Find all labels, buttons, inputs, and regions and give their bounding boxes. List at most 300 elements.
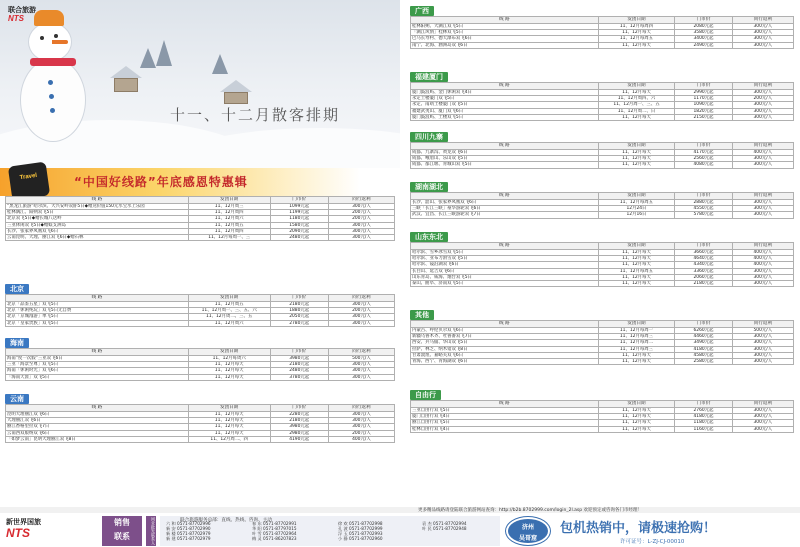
hunan-table (410, 192, 794, 219)
price-cell: 4580元起 (675, 352, 732, 358)
column-header: 发团日期 (188, 405, 270, 412)
date-cell: 11、12月周二、四 (188, 436, 270, 442)
price-cell: 2490元起 (675, 42, 732, 48)
contact-entry: 徐 欢 0571-87702998 (338, 521, 383, 526)
price-cell: 3360元起 (675, 268, 732, 274)
route-cell: 丽江自由行双飞5日 (411, 420, 599, 426)
date-cell: 11、12月每天 (188, 374, 270, 380)
route-cell: 甘肃敦煌、嘉峪关双飞6日 (411, 352, 599, 358)
date-cell: 11、12月每天 (598, 262, 675, 268)
sales-contact-label (102, 516, 142, 546)
date-cell: 11、12月每天 (598, 414, 675, 420)
route-cell: 西安、兵马俑、华山双飞5日 (411, 340, 599, 346)
price-cell: 4170元起 (675, 150, 732, 156)
column-header: 门市价 (270, 349, 328, 356)
rebate-cell: 300元/人 (328, 228, 394, 234)
route-cell: 丽江香格里拉双飞7日 (6, 424, 189, 430)
route-cell: 哈尔滨、镜泊湖双飞6日 (411, 262, 599, 268)
route-cell: 内蒙古、呼伦贝尔双飞6日 (411, 328, 599, 334)
price-cell: 3660元起 (675, 250, 732, 256)
date-cell: 11、12月每天 (598, 359, 675, 365)
table-row (6, 320, 395, 326)
rebate-cell: 200元/人 (328, 308, 394, 314)
date-cell: 11、12月每天 (598, 420, 675, 426)
price-cell: 1580元起 (270, 222, 328, 228)
column-header: 线 路 (6, 197, 189, 204)
rebate-cell: 400元/人 (732, 150, 793, 156)
house-roof-icon (220, 80, 252, 92)
price-cell: 1199元起 (270, 210, 328, 216)
price-cell: 2180元起 (270, 362, 328, 368)
price-cell: 2150元起 (675, 114, 732, 120)
route-cell: 哈尔滨、亚布力滑雪双飞5日 (411, 256, 599, 262)
rebate-cell: 300元/人 (732, 346, 793, 352)
date-cell: 11、12月每天 (598, 42, 675, 48)
price-cell: 3490元起 (675, 340, 732, 346)
price-cell: 1180元起 (675, 420, 732, 426)
column-header: 线 路 (411, 243, 599, 250)
date-cell: 11、12月周四 (188, 228, 270, 234)
rebate-cell: 300元/人 (732, 114, 793, 120)
route-cell: 「海南天涯」双飞5日 (6, 374, 189, 380)
column-header: 门市价 (675, 321, 732, 328)
column-header: 同行返利 (328, 405, 394, 412)
date-cell: 11、12月每天 (598, 408, 675, 414)
price-cell: 2180元起 (675, 281, 732, 287)
price-cell: 3980元起 (270, 424, 328, 430)
tree-icon (156, 40, 172, 66)
date-cell: 11、12月周三 (188, 204, 270, 210)
promo-title: “中国好线路”年底感恩特惠辑 (74, 175, 248, 189)
price-cell: 2060元起 (675, 274, 732, 280)
route-cell: 昆明大理丽江双飞6日 (6, 412, 189, 418)
section-label-beijing: 北京 (5, 284, 29, 294)
route-cell: 「漓江风情」桂林双飞5日 (411, 30, 599, 36)
license-number: 许可证号：L-ZJ-CJ-00010 (620, 539, 685, 545)
route-cell: 三亚自由行双飞5日 (411, 408, 599, 414)
section-label-others: 其他 (410, 310, 434, 320)
column-header: 门市价 (675, 143, 732, 150)
contacts-col-3 (338, 522, 383, 542)
logo-en-text: NTS (8, 14, 24, 23)
table-header-row (411, 401, 794, 408)
table-header-row (6, 349, 395, 356)
column-header: 同行返利 (732, 143, 793, 150)
date-cell: 11、12月每天 (598, 281, 675, 287)
left-panel (0, 0, 400, 507)
contact-entry: 浮 玉 0571-87702993 (338, 530, 383, 536)
price-cell: 2780元起 (270, 320, 328, 326)
column-header: 门市价 (675, 243, 732, 250)
beijing-table (5, 294, 395, 327)
date-cell: 11、12月每天 (598, 30, 675, 36)
column-header: 发团日期 (598, 17, 675, 24)
table-header-row (411, 243, 794, 250)
others-table (410, 320, 794, 365)
date-cell: 11、12月周六 (188, 216, 270, 222)
route-cell: 长沙、韶山、张家界凤凰双飞6日 (411, 200, 599, 206)
route-cell: 成都、都江堰、青城山双飞5日 (411, 162, 599, 168)
price-cell: 3400元起 (675, 36, 732, 42)
price-cell: 1880元起 (270, 308, 328, 314)
date-cell: 11、12月每天 (598, 250, 675, 256)
price-cell: 2980元起 (270, 430, 328, 436)
section-label-sichuan: 四川九寨 (410, 132, 448, 142)
contact-entry: 袁 杰 0571-87702994 (422, 521, 467, 526)
route-cell: 大理丽江双飞6日 (6, 418, 189, 424)
contacts-heading: 联合旅游服务总部：直线、热线、咨询、主动 (180, 518, 272, 523)
date-cell: 11、12月每天 (598, 150, 675, 156)
contact-entry: 华 阳 0571-87797015 (252, 525, 297, 531)
route-cell: 长白山、延吉双飞6日 (411, 268, 599, 274)
date-cell: 11、12月周五 (188, 302, 270, 308)
price-cell: 2180元起 (270, 418, 328, 424)
rebate-cell: 300元/人 (732, 420, 793, 426)
rebate-cell: 300元/人 (732, 42, 793, 48)
rebate-cell: 300元/人 (328, 412, 394, 418)
rebate-cell: 500元/人 (732, 328, 793, 334)
rebate-cell: 300元/人 (732, 408, 793, 414)
price-cell: 2480元起 (270, 368, 328, 374)
date-cell: 11、12月每天 (188, 424, 270, 430)
rebate-cell: 300元/人 (328, 222, 394, 228)
rebate-cell: 300元/人 (732, 268, 793, 274)
rebate-cell: 300元/人 (732, 36, 793, 42)
route-cell: 海南「休闲时光」双飞6日 (6, 368, 189, 374)
route-cell: 哈尔滨、雪乡冰雪双飞5日 (411, 250, 599, 256)
price-cell: 4180元起 (675, 346, 732, 352)
house-roof-icon (110, 66, 142, 78)
date-cell: 12月16日 (598, 212, 675, 218)
table-header-row (6, 197, 395, 204)
hero-title: 十一、十二月散客排期 (170, 106, 341, 124)
house-icon (224, 92, 248, 104)
contact-entry: 叶 雪 0571-87702964 (252, 530, 297, 536)
rebate-cell: 400元/人 (732, 262, 793, 268)
section-yunnan (5, 394, 395, 443)
route-cell: 永定、南靖土楼厦门双飞5日 (411, 102, 599, 108)
date-cell: 11、12月周四 (188, 210, 270, 216)
contact-entry: 新 建 0571-87702979 (166, 535, 211, 541)
rebate-cell: 300元/人 (732, 212, 793, 218)
promo-ribbon (0, 168, 400, 196)
brand-en: NTS (6, 526, 30, 540)
price-cell: 4550元起 (675, 206, 732, 212)
price-cell: 2880元起 (675, 200, 732, 206)
column-header: 发团日期 (598, 321, 675, 328)
contacts-col-2 (252, 522, 297, 542)
table-row (411, 114, 794, 120)
table-row (411, 359, 794, 365)
price-cell: 4640元起 (675, 256, 732, 262)
table-row (6, 235, 395, 241)
footer-bar (0, 507, 800, 513)
rebate-cell: 300元/人 (328, 235, 394, 241)
column-header: 线 路 (411, 143, 599, 150)
route-cell: 海南“度一次假”三亚双飞6日 (6, 356, 189, 362)
date-cell: 11、12月周五 (188, 222, 270, 228)
route-cell: 拉萨、林芝、纳木错双飞8日 (411, 346, 599, 352)
destination-badge (506, 517, 550, 545)
route-cell: 青海、西宁、青海湖双飞6日 (411, 359, 599, 365)
price-cell: 1160元起 (675, 426, 732, 432)
table-row (411, 162, 794, 168)
route-cell: 福建武夷山、厦门双飞6日 (411, 108, 599, 114)
logo-cn-text: 联合旅游 (8, 6, 36, 14)
route-cell: 成都、峨眉山、乐山双飞5日 (411, 156, 599, 162)
brand-cn: 新世界国旅 (6, 518, 41, 526)
badge-line-1: 济州 (521, 524, 534, 531)
rebate-cell: 300元/人 (732, 281, 793, 287)
column-header: 线 路 (411, 83, 599, 90)
price-cell: 1099元起 (270, 204, 328, 210)
route-cell: 厦门鼓浪屿、金门休闲双飞4日 (411, 90, 599, 96)
section-others (410, 310, 794, 365)
footer (0, 507, 800, 547)
rebate-cell: 200元/人 (328, 210, 394, 216)
price-cell: 3580元起 (675, 30, 732, 36)
route-cell: 北京「休闲纯玩」双飞5日无自费 (6, 308, 189, 314)
rebate-cell: 300元/人 (732, 426, 793, 432)
contact-entry: 新 楼 0571-87702979 (166, 530, 211, 536)
date-cell: 11、12月每天 (598, 162, 675, 168)
route-cell: 三峡「长江三峡」豪华游轮双飞6日 (411, 206, 599, 212)
rebate-cell: 400元/人 (732, 250, 793, 256)
date-cell: 11、12月每周四 (598, 24, 675, 30)
hero-banner (0, 0, 400, 168)
price-cell: 2280元起 (270, 412, 328, 418)
table-header-row (411, 321, 794, 328)
section-label-northeast: 山东东北 (410, 232, 448, 242)
route-cell: 云南昆明、大理、丽江双飞6日◆赠石林 (6, 235, 189, 241)
column-header: 门市价 (270, 197, 328, 204)
badge-line-2: 吴哥窟 (518, 535, 537, 542)
column-header: 同行返利 (328, 349, 394, 356)
date-cell: 11、12月每天 (598, 426, 675, 432)
rebate-cell: 300元/人 (732, 156, 793, 162)
date-cell: 11、12月周二、日 (598, 108, 675, 114)
column-header: 发团日期 (188, 197, 270, 204)
price-cell: 2990元起 (675, 90, 732, 96)
column-header: 门市价 (675, 401, 732, 408)
right-panel (400, 0, 800, 507)
table-header-row (6, 405, 395, 412)
table-header-row (411, 17, 794, 24)
rebate-cell: 300元/人 (732, 200, 793, 206)
column-header: 发团日期 (598, 143, 675, 150)
date-cell: 11、12月每周五 (598, 36, 675, 42)
route-cell: 厦门自由行双飞4日 (411, 414, 599, 420)
rebate-cell: 500元/人 (328, 356, 394, 362)
tree-icon (212, 54, 228, 74)
date-cell: 11、12月周四、六 (598, 96, 675, 102)
column-header: 同行返利 (328, 295, 394, 302)
route-cell: 长沙、张家界凤凰双飞6日 (6, 228, 189, 234)
column-header: 线 路 (6, 405, 189, 412)
date-cell: 11、12月每天 (188, 412, 270, 418)
price-cell: 5780元起 (675, 212, 732, 218)
price-cell: 2480元起 (270, 235, 328, 241)
contacts-box (160, 516, 500, 546)
date-cell: 11、12月每天 (598, 256, 675, 262)
date-cell: 11、12月每天 (188, 430, 270, 436)
route-cell: 泰山、曲阜、济南双飞5日 (411, 281, 599, 287)
contact-entry: 六 和 0571-87702996 (166, 521, 211, 526)
route-cell: 北京「品鉴五星」双飞5日 (6, 302, 189, 308)
price-cell: 1820元起 (675, 108, 732, 114)
price-cell: 2090元起 (270, 228, 328, 234)
column-header: 同行返利 (732, 17, 793, 24)
sales-line-2: 联系 (114, 532, 130, 541)
northeast-table (410, 242, 794, 287)
table-row (411, 281, 794, 287)
contact-entry: 新 安 0571-87702990 (166, 525, 211, 531)
column-header: 线 路 (411, 193, 599, 200)
route-cell: 三亚休闲双飞5日◆赠蜈支洲岛 (6, 222, 189, 228)
price-cell: 1090元起 (675, 102, 732, 108)
rebate-cell: 300元/人 (732, 90, 793, 96)
slogan: 包机热销中，请极速抢购！ (560, 521, 717, 536)
free-table (410, 400, 794, 433)
date-cell: 11、12月每天 (188, 418, 270, 424)
column-header: 线 路 (411, 17, 599, 24)
table-header-row (411, 83, 794, 90)
date-cell: 11、12月周一、三、五 (598, 102, 675, 108)
fujian-table (410, 82, 794, 121)
table-row (411, 426, 794, 432)
column-header: 门市价 (675, 193, 732, 200)
route-cell: 北京双飞5日◆赠长城八达岭 (6, 216, 189, 222)
price-cell: 4190元起 (270, 436, 328, 442)
rebate-cell: 300元/人 (732, 359, 793, 365)
route-cell: “黑龙江旅游”哈尔滨、大兴安岭双卧5日◆赠送价值150元水宝水上乐园 (6, 204, 189, 210)
column-header: 门市价 (675, 17, 732, 24)
section-guangxi (410, 6, 794, 49)
footer-note: 更多精品线路请登陆联合旅游网站查询：http://b2b.8702999.com/login_2l.asp 欢迎预定或咨询各门市经理！ (418, 508, 643, 513)
price-cell: 6260元起 (675, 328, 732, 334)
table-row (411, 42, 794, 48)
price-cell: 4340元起 (675, 262, 732, 268)
rebate-cell: 300元/人 (328, 204, 394, 210)
price-cell: 4180元起 (675, 414, 732, 420)
route-cell: 武汉、宜昌、长江三峡游轮双飞7日 (411, 212, 599, 218)
price-cell: 1170元起 (675, 96, 732, 102)
sichuan-table (410, 142, 794, 169)
price-cell: 4080元起 (675, 162, 732, 168)
route-cell: 山东青岛、威海、烟台双飞5日 (411, 274, 599, 280)
rebate-cell: 300元/人 (732, 352, 793, 358)
section-sichuan (410, 132, 794, 169)
promo-table-block (5, 196, 395, 241)
section-label-hainan: 海南 (5, 338, 29, 348)
date-cell: 11、12月每天 (188, 362, 270, 368)
price-cell: 2560元起 (675, 156, 732, 162)
route-cell: 「如梦云南」昆明大理丽江双飞8日 (6, 436, 189, 442)
rebate-cell: 300元/人 (328, 374, 394, 380)
section-label-hunan: 湖南湖北 (410, 182, 448, 192)
route-cell: 桂林阳朔、大漓江双飞5日 (411, 24, 599, 30)
route-cell: 巴马长寿村、德天瀑布双飞6日 (411, 36, 599, 42)
price-cell: 2050元起 (270, 314, 328, 320)
column-header: 线 路 (6, 295, 189, 302)
date-cell: 11、12月每天 (598, 156, 675, 162)
date-cell: 12月24日 (598, 206, 675, 212)
column-header: 发团日期 (188, 295, 270, 302)
rebate-cell: 300元/人 (732, 102, 793, 108)
rebate-cell: 300元/人 (732, 334, 793, 340)
contact-entry: 春 东 0571-87702991 (252, 521, 297, 526)
rebate-cell: 200元/人 (328, 430, 394, 436)
date-cell: 11、12月每周三 (598, 346, 675, 352)
section-northeast (410, 232, 794, 287)
price-cell: 2580元起 (675, 359, 732, 365)
contact-entry: 梅 灵 0571-86207823 (252, 535, 297, 541)
table-header-row (411, 193, 794, 200)
guangxi-table (410, 16, 794, 49)
date-cell: 11、12月每周五 (598, 200, 675, 206)
section-label-guangxi: 广西 (410, 6, 434, 16)
date-cell: 11、12月每周二 (598, 340, 675, 346)
date-cell: 11、12月每周三 (598, 334, 675, 340)
column-header: 线 路 (411, 401, 599, 408)
route-cell: 三亚「海景至尊」双飞5日 (6, 362, 189, 368)
column-header: 同行返利 (732, 401, 793, 408)
rebate-cell: 300元/人 (732, 24, 793, 30)
date-cell: 11、12月每周一 (598, 328, 675, 334)
column-header: 同行返利 (328, 197, 394, 204)
section-hainan (5, 338, 395, 381)
footer-brand (6, 517, 94, 545)
section-free (410, 390, 794, 433)
promo-table (5, 196, 395, 241)
rebate-cell: 300元/人 (732, 206, 793, 212)
date-cell: 11、12月每天 (598, 90, 675, 96)
route-cell: 成都、九寨沟、黄龙双飞6日 (411, 150, 599, 156)
date-cell: 11、12月周二、三、五 (188, 314, 270, 320)
column-header: 同行返利 (732, 193, 793, 200)
rebate-cell: 300元/人 (732, 30, 793, 36)
route-cell: 云南西双版纳双飞6日 (6, 430, 189, 436)
date-cell: 11、12月周一、三、五、六 (188, 308, 270, 314)
rebate-cell: 300元/人 (328, 302, 394, 308)
travel-logo: Travel (8, 162, 50, 201)
section-label-free: 自由行 (410, 390, 441, 400)
table-row (6, 374, 395, 380)
column-header: 线 路 (411, 321, 599, 328)
route-cell: 北京「皇家贵族」双飞5日 (6, 320, 189, 326)
date-cell: 11、12月每周六 (188, 356, 270, 362)
rebate-cell: 300元/人 (328, 368, 394, 374)
date-cell: 11、12月每天 (188, 368, 270, 374)
contact-entry: 小 静 0571-87702960 (338, 535, 383, 541)
route-cell: 桂林自由行双飞4日 (411, 426, 599, 432)
rebate-cell: 300元/人 (328, 314, 394, 320)
promo-section (0, 168, 400, 507)
price-cell: 3980元起 (270, 356, 328, 362)
route-cell: 北京「京城漫游」单飞5日 (6, 314, 189, 320)
vertical-label: 同业批发联系人 (146, 516, 156, 546)
tree-icon (140, 48, 156, 68)
column-header: 门市价 (270, 405, 328, 412)
rebate-cell: 300元/人 (732, 414, 793, 420)
table-row (6, 436, 395, 442)
rebate-cell: 300元/人 (732, 162, 793, 168)
rebate-cell: 300元/人 (732, 340, 793, 346)
price-cell: 4460元起 (675, 334, 732, 340)
contacts-col-1 (166, 522, 211, 542)
rebate-cell: 300元/人 (328, 362, 394, 368)
table-row (411, 212, 794, 218)
